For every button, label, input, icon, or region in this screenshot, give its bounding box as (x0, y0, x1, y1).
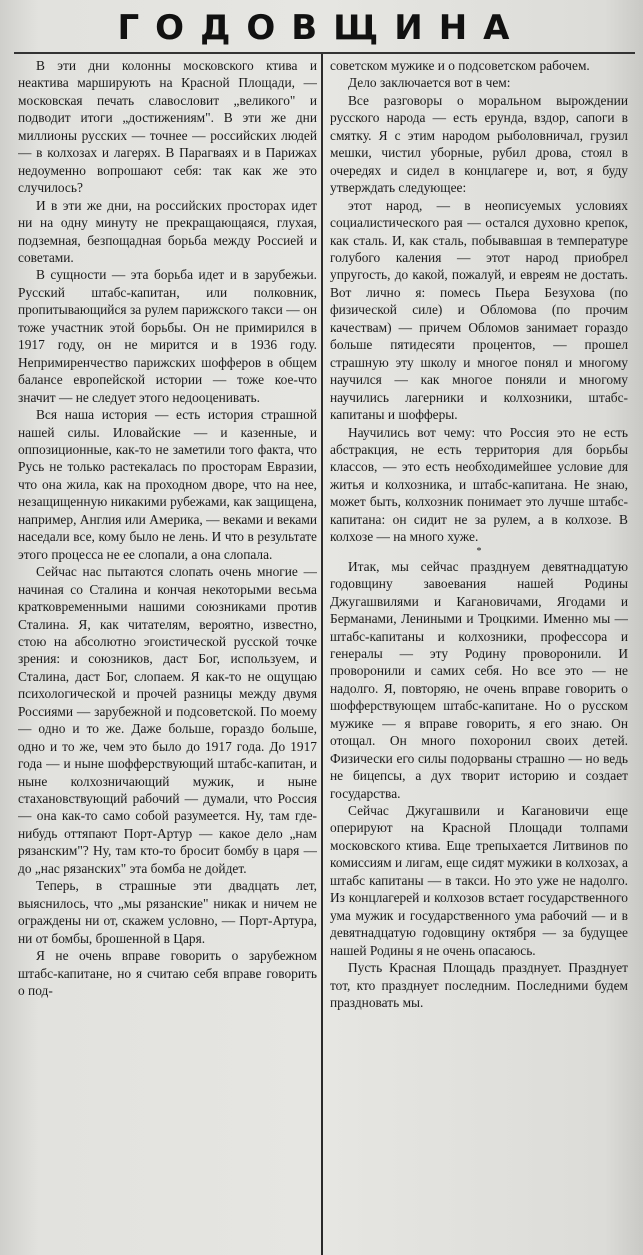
paragraph: Научились вот чему: что Россия это не есть абстракция, не есть территория для борьбы классов, — это есть необходимейшее условие для житья и колхозника, и штабс-капитана. Не знаю, может быть, колхозник понимает это лучше штабс-капитана: он сидит не за рулем, а в колхозе. В колхозе — на много хуже. (330, 424, 628, 545)
paragraph: Вся наша история — есть история страшной нашей силы. Иловайские — и казенные, и оппозиционные, как-то не заметили того факта, что Русь не только растекалась по просторам Евразии, что она жила, как на проходном дворе, что на нее, незащищенную никакими рубежами, как защищена, например, Англия или Америка, — веками и веками наседали все, кому было не лень. И что в результате этого процесса не ее слопали, а она слопала. (18, 407, 317, 562)
paragraph: И в эти же дни, на российских просторах идет ни на одну минуту не прекращающаяся, глухая, подземная, безпощадная борьба между Россией и советами. (18, 197, 317, 265)
paragraph: В сущности — эта борьба идет и в зарубежьи. Русский штабс-капитан, или полковник, пропитывающийся за рулем парижского такси — он тоже участник этой борьбы. Он не примирился в 1917 году, он не мирится и в 1936 году. Непримиренчество парижских шофферов в общем балансе европейской истории — тоже кое-что значит — не следует этого недооценивать. (18, 267, 317, 405)
paragraph: Все разговоры о моральном вырождении русского народа — есть ерунда, вздор, сапоги в смятку. Я с этим народом рыболовничал, грузил мешки, чистил уборные, рубил дрова, стоял в очередях и сидел в концлагере и, вот, я буду утверждать следующее: (330, 92, 628, 196)
paragraph: Сейчас Джугашвили и Кагановичи еще оперируют на Красной Площади толпами московского ктива. Еще трепыхается Литвинов по комиссиям и лигам, еще сидят мужики в колхозах, а штабс капитаны — в такси. Но это уже не надолго. Из концлагерей и колхозов встает государственного ума мужик и государственного ума рабочий — и в девятнадцатую годовщину октября — за будущее нашей Родины я не очень опасаюсь. (330, 803, 628, 958)
paragraph: Теперь, в страшные эти двадцать лет, выяснилось, что „мы рязанские" никак и ничем не ограждены ни от, скажем условно, — Порт-Артура, ни от бомбы, брошенной в Царя. (18, 878, 317, 946)
column-rule (321, 54, 323, 1255)
paragraph: В эти дни колонны московского ктива и неактива марширують на Красной Площади, — московская печать славословит „великого" и подводит итоги „достижениям". В эти же дни миллионы русских — точнее — российских людей — в колхозах и лагерях. В Парагваях и в Парижах недоуменно вопрошают себя: так как же это случилось? (18, 58, 317, 196)
paragraph: Итак, мы сейчас празднуем девятнадцатую годовщину завоевания нашей Родины Джугашвилями и Кагановичами, Ягодами и Берманами, Лениными и Троцкими. Именно мы — штабс-капитаны и колхозники, профессора и генералы — эту Родину проворонили. И проворонили и самих себя. Но все это — не надолго. Я, повторяю, не очень вправе говорить о шофферствующем штабс-капитане. Но о русском мужике — я вправе говорить, я его знаю. Он отощал. Он много похоронил своих детей. Физически его силы подорваны страшно — но ведь не бицепсы, а дух творит историю и создает государства. (330, 558, 628, 801)
headline: ГОДОВЩИНА (117, 8, 526, 48)
right-column (330, 57, 628, 1253)
section-separator: * (476, 545, 482, 557)
paragraph-continuation: советском мужике и о подсоветском рабочем. (330, 58, 590, 73)
paragraph: этот народ, — в неописуемых условиях социалистического рая — остался духовно крепок, как сталь. И, как сталь, побывавшая в температуре голубого каления — этот народ приобрел упругость, до какой, пожалуй, и евреям не достать. Вот лично я: помесь Пьера Безухова (по физической силе) и Обломова (по прочим качествам) — причем Обломов занимает гораздо больше пятидесяти процентов, — прошел страшную эту школу и многое понял и многому научился — как многое поняли и многому научились лагерники и колхозники, штабс-капитаны и шофферы. (330, 197, 628, 423)
paragraph: Пусть Красная Площадь празднует. Празднует тот, кто празднует последним. Последними будем праздновать мы. (330, 960, 628, 1011)
top-rule (14, 52, 635, 54)
left-column (18, 57, 317, 1253)
paragraph: Я не очень вправе говорить о зарубежном штабс-капитане, но я считаю себя вправе говорить о под- (18, 948, 317, 999)
paragraph: Сейчас нас пытаются слопать очень многие — начиная со Сталина и кончая некоторыми весьма кратковременными нашими союзниками против Сталина. Я, как читателям, вероятно, известно, стою на абсолютно эгоистической русской точке зрения: и союзников, даст Бог, используем, и Сталина, даст Бог, слопаем. Я как-то не ощущаю психологической и прочей разницы между двумя Россиями — зарубежной и подсоветской. По моему — одно и то же. Даже больше, гораздо больше, одно и то же, чем это было до 1917 года. До 1917 года — и ныне шофферствующий штабс-капитан, и ныне колхозничающий мужик, и ныне стахановствующий рабочий — думали, что Россия — она как-то само собой разумеется. Ну, там где-нибудь оттяпают Порт-Артур — какое дело „нам рязанским"? Ну, там кто-то бросит бомбу в царя — до „нас рязанских" эта бомба не дойдет. (18, 564, 317, 876)
paragraph: Дело заключается вот в чем: (348, 75, 511, 91)
